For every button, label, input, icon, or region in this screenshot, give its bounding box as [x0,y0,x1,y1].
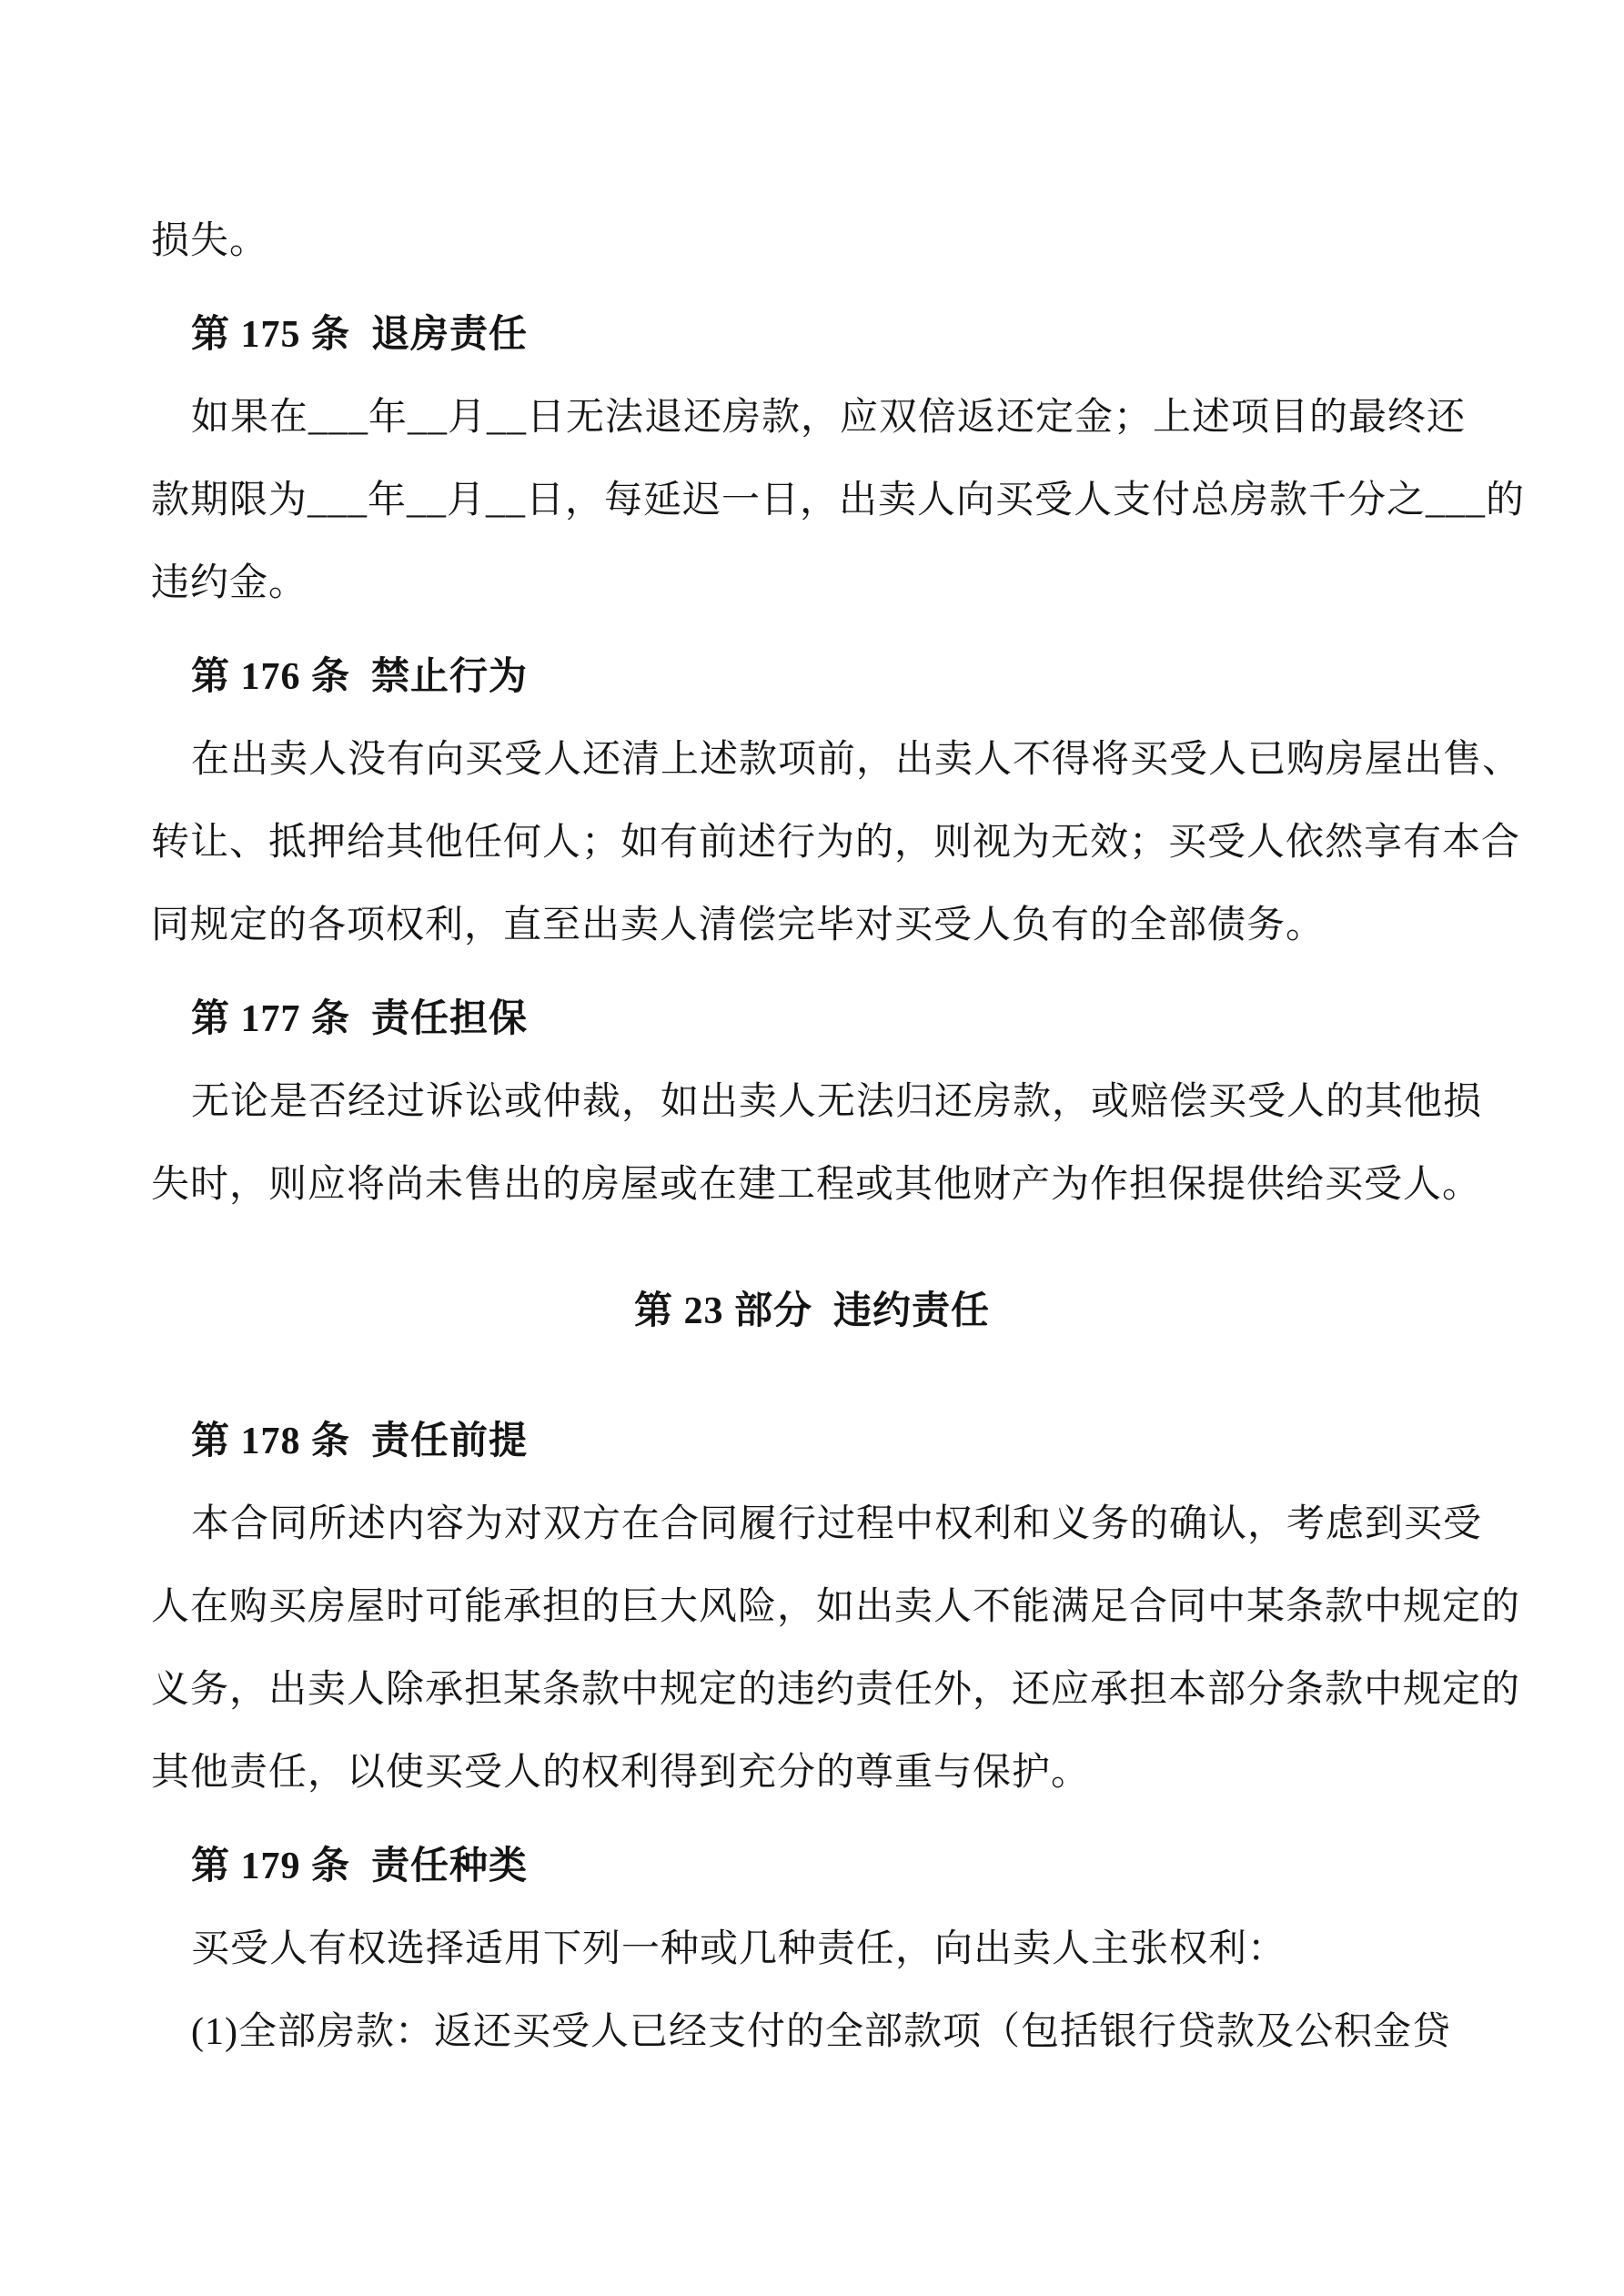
text-line: 在出卖人没有向买受人还清上述款项前，出卖人不得将买受人已购房屋出售、 [191,738,1522,781]
article-heading: 第 179 条 责任种类 [191,1845,529,1887]
text-line: 如果在___年__月__日无法退还房款，应双倍返还定金；上述项目的最终还 [191,396,1467,439]
text-line: (1)全部房款：返还买受人已经支付的全部款项（包括银行贷款及公积金贷 [191,2010,1451,2053]
text-line: 转让、抵押给其他任何人；如有前述行为的，则视为无效；买受人依然享有本合 [151,821,1521,864]
article-heading: 第 176 条 禁止行为 [191,655,529,698]
text-line: 本合同所述内容为对双方在合同履行过程中权利和义务的确认，考虑到买受 [191,1502,1483,1545]
text-line: 失时，则应将尚未售出的房屋或在建工程或其他财产为作担保提供给买受人。 [151,1163,1482,1206]
part-heading: 第 23 部分 违约责任 [633,1290,990,1332]
text-line: 买受人有权选择适用下列一种或几种责任，向出卖人主张权利： [191,1927,1287,1970]
article-heading: 第 175 条 退房责任 [191,313,529,356]
text-line: 其他责任，以使买受人的权利得到充分的尊重与保护。 [151,1751,1091,1794]
text-line: 无论是否经过诉讼或仲裁，如出卖人无法归还房款，或赔偿买受人的其他损 [191,1080,1483,1123]
text-line: 损失。 [151,219,269,262]
text-line: 人在购买房屋时可能承担的巨大风险，如出卖人不能满足合同中某条款中规定的 [151,1585,1521,1628]
text-line: 义务，出卖人除承担某条款中规定的违约责任外，还应承担本部分条款中规定的 [151,1668,1521,1711]
text-line: 款期限为___年__月__日，每延迟一日，出卖人向买受人支付总房款千分之___的 [151,479,1526,521]
article-heading: 第 177 条 责任担保 [191,997,529,1040]
article-heading: 第 178 条 责任前提 [191,1420,529,1462]
text-line: 同规定的各项权利，直至出卖人清偿完毕对买受人负有的全部债务。 [151,904,1326,946]
text-line: 违约金。 [151,561,308,604]
